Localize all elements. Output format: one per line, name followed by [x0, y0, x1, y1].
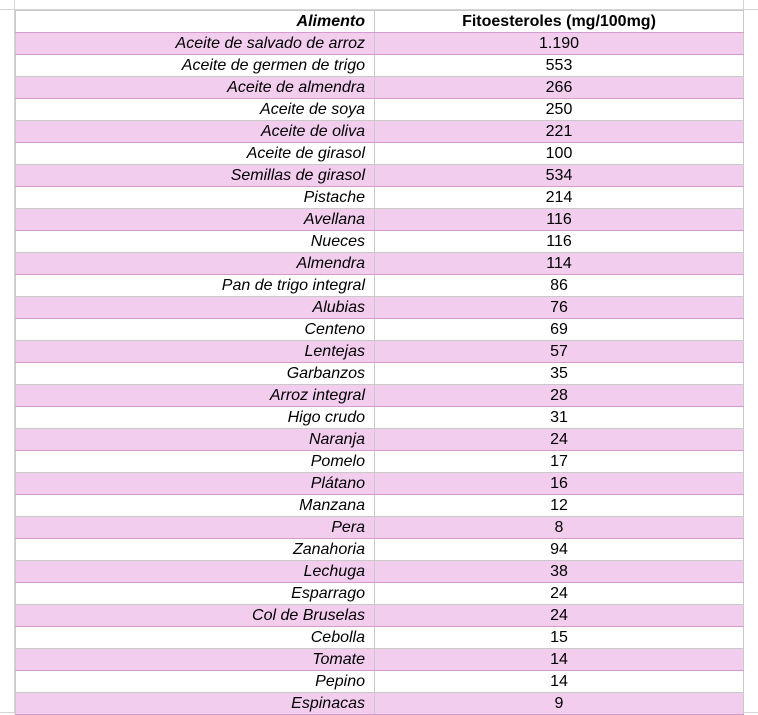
- food-cell[interactable]: Pistache: [16, 187, 375, 209]
- table-row: [16, 77, 744, 99]
- value-cell[interactable]: 24: [375, 583, 744, 605]
- value-cell[interactable]: 8: [375, 517, 744, 539]
- food-cell[interactable]: Cebolla: [16, 627, 375, 649]
- value-cell[interactable]: 94: [375, 539, 744, 561]
- value-cell[interactable]: 86: [375, 275, 744, 297]
- food-cell[interactable]: Espinacas: [16, 693, 375, 715]
- header-food-cell[interactable]: Alimento: [16, 11, 375, 33]
- food-cell[interactable]: Pomelo: [16, 451, 375, 473]
- value-cell[interactable]: 14: [375, 649, 744, 671]
- food-cell[interactable]: Pepino: [16, 671, 375, 693]
- value-cell[interactable]: 9: [375, 693, 744, 715]
- table-row: [16, 561, 744, 583]
- table-row: [16, 671, 744, 693]
- value-cell[interactable]: 266: [375, 77, 744, 99]
- value-cell[interactable]: 250: [375, 99, 744, 121]
- table-row: [16, 627, 744, 649]
- value-cell[interactable]: 221: [375, 121, 744, 143]
- table-row: [16, 385, 744, 407]
- food-cell[interactable]: Pera: [16, 517, 375, 539]
- food-cell[interactable]: Centeno: [16, 319, 375, 341]
- value-cell[interactable]: 28: [375, 385, 744, 407]
- food-cell[interactable]: Aceite de soya: [16, 99, 375, 121]
- food-cell[interactable]: Avellana: [16, 209, 375, 231]
- food-cell[interactable]: Aceite de girasol: [16, 143, 375, 165]
- food-cell[interactable]: Aceite de salvado de arroz: [16, 33, 375, 55]
- table-row: [16, 165, 744, 187]
- value-cell[interactable]: 114: [375, 253, 744, 275]
- table-row: [16, 539, 744, 561]
- phytosterol-table: [15, 10, 744, 715]
- table-row: [16, 473, 744, 495]
- value-cell[interactable]: 214: [375, 187, 744, 209]
- food-cell[interactable]: Tomate: [16, 649, 375, 671]
- table-row: [16, 407, 744, 429]
- value-cell[interactable]: 116: [375, 209, 744, 231]
- table-row: [16, 451, 744, 473]
- food-cell[interactable]: Nueces: [16, 231, 375, 253]
- table-row: [16, 297, 744, 319]
- food-cell[interactable]: Aceite de oliva: [16, 121, 375, 143]
- value-cell[interactable]: 1.190: [375, 33, 744, 55]
- food-cell[interactable]: Lechuga: [16, 561, 375, 583]
- table-row: [16, 231, 744, 253]
- food-cell[interactable]: Naranja: [16, 429, 375, 451]
- food-cell[interactable]: Lentejas: [16, 341, 375, 363]
- food-cell[interactable]: Manzana: [16, 495, 375, 517]
- table-row: [16, 517, 744, 539]
- table-row: [16, 319, 744, 341]
- value-cell[interactable]: 31: [375, 407, 744, 429]
- value-cell[interactable]: 35: [375, 363, 744, 385]
- table-row: [16, 583, 744, 605]
- value-cell[interactable]: 76: [375, 297, 744, 319]
- food-cell[interactable]: Alubias: [16, 297, 375, 319]
- food-cell[interactable]: Col de Bruselas: [16, 605, 375, 627]
- value-cell[interactable]: 24: [375, 605, 744, 627]
- value-cell[interactable]: 553: [375, 55, 744, 77]
- table-row: [16, 33, 744, 55]
- food-cell[interactable]: Arroz integral: [16, 385, 375, 407]
- value-cell[interactable]: 100: [375, 143, 744, 165]
- value-cell[interactable]: 14: [375, 671, 744, 693]
- food-cell[interactable]: Almendra: [16, 253, 375, 275]
- value-cell[interactable]: 116: [375, 231, 744, 253]
- food-cell[interactable]: Pan de trigo integral: [16, 275, 375, 297]
- table-row: [16, 209, 744, 231]
- food-cell[interactable]: Garbanzos: [16, 363, 375, 385]
- value-cell[interactable]: 12: [375, 495, 744, 517]
- value-cell[interactable]: 534: [375, 165, 744, 187]
- value-cell[interactable]: 17: [375, 451, 744, 473]
- table-row: [16, 649, 744, 671]
- table-row: [16, 495, 744, 517]
- table-row: [16, 363, 744, 385]
- value-cell[interactable]: 57: [375, 341, 744, 363]
- value-cell[interactable]: 24: [375, 429, 744, 451]
- table-row: [16, 143, 744, 165]
- table-row: [16, 341, 744, 363]
- value-cell[interactable]: 15: [375, 627, 744, 649]
- food-cell[interactable]: Esparrago: [16, 583, 375, 605]
- food-cell[interactable]: Aceite de almendra: [16, 77, 375, 99]
- table-row: [16, 605, 744, 627]
- table-row: [16, 187, 744, 209]
- food-cell[interactable]: Aceite de germen de trigo: [16, 55, 375, 77]
- value-cell[interactable]: 16: [375, 473, 744, 495]
- table-row: [16, 121, 744, 143]
- table-row: [16, 253, 744, 275]
- header-row: [16, 11, 744, 33]
- table-row: [16, 55, 744, 77]
- food-cell[interactable]: Higo crudo: [16, 407, 375, 429]
- food-cell[interactable]: Plátano: [16, 473, 375, 495]
- table-row: [16, 99, 744, 121]
- value-cell[interactable]: 38: [375, 561, 744, 583]
- table-row: [16, 275, 744, 297]
- food-cell[interactable]: Semillas de girasol: [16, 165, 375, 187]
- table-row: [16, 429, 744, 451]
- value-cell[interactable]: 69: [375, 319, 744, 341]
- table-row: [16, 693, 744, 715]
- food-cell[interactable]: Zanahoria: [16, 539, 375, 561]
- header-value-cell[interactable]: Fitoesteroles (mg/100mg): [375, 11, 744, 33]
